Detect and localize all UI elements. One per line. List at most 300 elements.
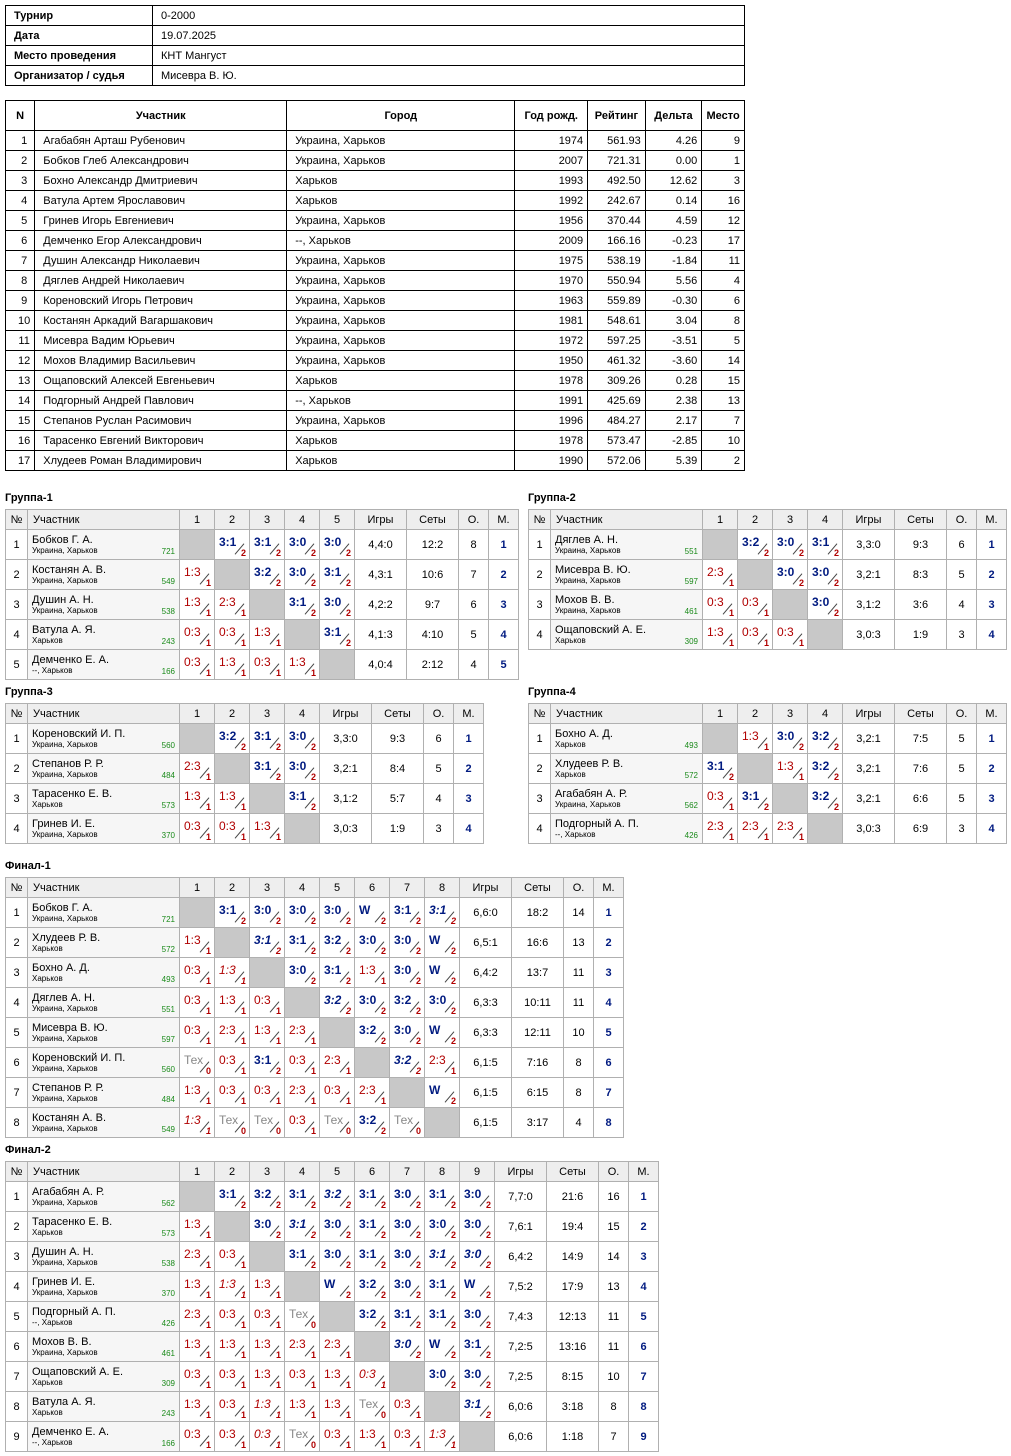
standings-row [6, 898, 624, 928]
match-score: 1:3 [254, 1277, 271, 1291]
match-points: 1 [205, 1290, 211, 1300]
match-points: 1 [728, 578, 734, 588]
group-header-row [529, 510, 1007, 530]
match-score: 3:0 [254, 1217, 272, 1231]
match-result-cell [180, 1078, 215, 1108]
participant-cell: Харьков [287, 371, 515, 391]
player-name: Демченко Е. А. [32, 1425, 110, 1438]
match-result-cell [215, 784, 250, 814]
match-points: 1 [205, 1410, 211, 1420]
row-number: 2 [6, 1212, 28, 1242]
standings-row [6, 1018, 624, 1048]
match-points: 1 [798, 772, 804, 782]
match-result-cell [285, 1078, 320, 1108]
participant-cell: 0.00 [645, 151, 701, 171]
header-opponent-num: 3 [250, 1162, 285, 1182]
match-score: 3:0 [812, 595, 830, 609]
header-place: М. [594, 878, 624, 898]
match-points: 2 [345, 916, 351, 926]
match-points: 2 [833, 548, 839, 558]
match-result-cell [320, 1302, 355, 1332]
player-city: Украина, Харьков [555, 799, 621, 809]
match-score: Тех [219, 1113, 239, 1127]
match-score: 0:3 [359, 1367, 376, 1381]
participant-cell: Украина, Харьков [287, 151, 515, 171]
games-total: 4,2:2 [355, 590, 407, 620]
player-city: Харьков [32, 1227, 63, 1237]
match-result-cell [215, 988, 250, 1018]
participant-cell: 1996 [515, 411, 588, 431]
participant-row [6, 271, 745, 291]
match-score: Тех [254, 1113, 274, 1127]
group-title: Группа-2 [528, 492, 576, 504]
sets-total: 18:2 [512, 898, 564, 928]
match-result-cell [215, 1422, 250, 1452]
points-total: 5 [459, 620, 489, 650]
match-points: 0 [275, 1126, 281, 1136]
player-rating: 309 [161, 1379, 175, 1388]
match-points: 1 [205, 608, 211, 618]
participant-cell: 12 [702, 211, 745, 231]
match-points: 1 [240, 1036, 246, 1046]
match-result-cell [250, 1078, 285, 1108]
match-score: 0:3 [742, 595, 759, 609]
match-result-cell [250, 1212, 285, 1242]
match-score: 1:3 [184, 1337, 201, 1351]
participant-cell: 5.56 [645, 271, 701, 291]
player-cell [28, 1108, 180, 1138]
participant-cell: 2 [702, 451, 745, 471]
match-result-cell [215, 650, 250, 680]
row-number: 2 [529, 560, 551, 590]
header-place: М. [977, 510, 1007, 530]
final-place: 3 [594, 958, 624, 988]
match-result-cell [320, 988, 355, 1018]
player-cell [28, 724, 180, 754]
match-result-cell [460, 1242, 495, 1272]
match-score: W [429, 1023, 441, 1037]
match-points: 1 [310, 1126, 316, 1136]
match-result-cell [285, 1108, 320, 1138]
player-name: Хлудеев Р. В. [555, 757, 624, 770]
participant-cell: -3.51 [645, 331, 701, 351]
match-points: 1 [240, 1380, 246, 1390]
match-result-cell [285, 1212, 320, 1242]
row-number: 2 [6, 754, 28, 784]
match-result-cell [285, 724, 320, 754]
match-result-cell [250, 620, 285, 650]
group-title: Финал-1 [5, 860, 51, 872]
match-points: 1 [205, 802, 211, 812]
player-cell [28, 754, 180, 784]
match-score: 0:3 [394, 1427, 411, 1441]
match-points: 1 [205, 1036, 211, 1046]
match-points: 1 [310, 668, 316, 678]
match-score: 3:0 [359, 933, 377, 947]
match-points: 2 [275, 916, 281, 926]
match-score: 0:3 [219, 1367, 236, 1381]
participant-cell: 5.39 [645, 451, 701, 471]
match-points: 2 [450, 976, 456, 986]
player-rating: 461 [684, 607, 698, 616]
match-points: 1 [205, 1096, 211, 1106]
participant-cell: 8 [702, 311, 745, 331]
match-points: 1 [275, 1290, 281, 1300]
match-points: 2 [275, 742, 281, 752]
participant-cell: 10 [702, 431, 745, 451]
match-score: 3:1 [254, 535, 272, 549]
points-total: 5 [424, 754, 454, 784]
match-score: 0:3 [219, 1397, 236, 1411]
match-points: 2 [380, 946, 386, 956]
match-score: 3:1 [359, 1187, 377, 1201]
player-rating: 551 [161, 1005, 175, 1014]
final-place: 2 [454, 754, 484, 784]
match-result-cell [320, 1078, 355, 1108]
player-city: Украина, Харьков [32, 1003, 98, 1013]
match-result-cell [285, 1242, 320, 1272]
match-score: 1:3 [254, 1367, 271, 1381]
standings-row [6, 754, 484, 784]
match-result-cell [215, 1332, 250, 1362]
participant-cell: Гринев Игорь Евгениевич [35, 211, 287, 231]
participant-cell: Харьков [287, 171, 515, 191]
final-place: 3 [977, 590, 1007, 620]
match-points: 2 [345, 638, 351, 648]
games-total: 6,5:1 [460, 928, 512, 958]
player-name: Подгорный А. П. [32, 1305, 116, 1318]
participant-cell: Хлудеев Роман Владимирович [35, 451, 287, 471]
match-score: Тех [184, 1053, 204, 1067]
final-place: 3 [454, 784, 484, 814]
match-score: Тех [289, 1307, 309, 1321]
match-score: 1:3 [742, 729, 759, 743]
standings-row [529, 530, 1007, 560]
match-points: 2 [833, 742, 839, 752]
match-result-cell [215, 1018, 250, 1048]
match-result-cell [355, 928, 390, 958]
match-points: 2 [345, 548, 351, 558]
match-points: 2 [833, 772, 839, 782]
match-score: 3:1 [324, 625, 342, 639]
match-result-cell [390, 1212, 425, 1242]
participant-cell: 7 [6, 251, 35, 271]
participant-cell: 1978 [515, 371, 588, 391]
match-result-cell [285, 928, 320, 958]
row-number: 3 [529, 590, 551, 620]
match-points: 2 [415, 1290, 421, 1300]
player-city: Украина, Харьков [555, 545, 621, 555]
match-points: 1 [310, 1410, 316, 1420]
match-points: 2 [415, 1260, 421, 1270]
participant-cell: 12 [6, 351, 35, 371]
match-score: 3:2 [812, 789, 830, 803]
player-cell [551, 620, 703, 650]
match-points: 1 [728, 832, 734, 842]
match-score: 0:3 [707, 789, 724, 803]
player-city: Харьков [32, 943, 63, 953]
participant-cell: 573.47 [588, 431, 646, 451]
player-rating: 573 [161, 1229, 175, 1238]
player-city: Украина, Харьков [32, 769, 98, 779]
games-total: 4,0:4 [355, 650, 407, 680]
final-place: 2 [977, 754, 1007, 784]
player-cell [28, 1182, 180, 1212]
match-score: 3:0 [289, 759, 307, 773]
match-points: 2 [798, 578, 804, 588]
row-number: 3 [6, 590, 28, 620]
sets-total: 12:2 [407, 530, 459, 560]
standings-row [6, 1182, 659, 1212]
match-score: 3:1 [254, 1053, 272, 1067]
match-result-cell [460, 1182, 495, 1212]
match-score: 2:3 [219, 595, 236, 609]
player-cell [28, 1078, 180, 1108]
group-header-row [6, 878, 624, 898]
match-score: 3:0 [394, 933, 412, 947]
participant-cell: 461.32 [588, 351, 646, 371]
header-opponent-num: 4 [285, 1162, 320, 1182]
match-score: 3:2 [394, 993, 412, 1007]
match-result-cell [425, 1242, 460, 1272]
match-points: 2 [310, 548, 316, 558]
match-points: 2 [798, 742, 804, 752]
player-city: Харьков [32, 973, 63, 983]
games-total: 3,2:1 [843, 784, 895, 814]
match-result-cell [703, 530, 738, 560]
participant-cell: Агабабян Арташ Рубенович [35, 131, 287, 151]
player-city: Украина, Харьков [555, 575, 621, 585]
match-result-cell [355, 1048, 390, 1078]
match-result-cell [320, 928, 355, 958]
match-points: 1 [380, 1380, 386, 1390]
match-result-cell [250, 1242, 285, 1272]
participant-cell: 2007 [515, 151, 588, 171]
participant-cell: 2.17 [645, 411, 701, 431]
participant-cell: 5 [702, 331, 745, 351]
match-points: 1 [240, 1066, 246, 1076]
player-city: Украина, Харьков [32, 1093, 98, 1103]
games-total: 3,3:0 [320, 724, 372, 754]
row-number: 4 [6, 1272, 28, 1302]
match-points: 2 [380, 1320, 386, 1330]
match-score: 1:3 [184, 1277, 201, 1291]
match-points: 1 [763, 638, 769, 648]
participant-cell: Харьков [287, 451, 515, 471]
match-score: 0:3 [219, 1307, 236, 1321]
points-total: 11 [599, 1332, 629, 1362]
match-result-cell [180, 784, 215, 814]
participant-cell: 550.94 [588, 271, 646, 291]
match-points: 1 [240, 1440, 246, 1450]
match-result-cell [250, 784, 285, 814]
header-opponent-num: 5 [320, 1162, 355, 1182]
match-points: 1 [275, 1440, 281, 1450]
header-participant: Участник [28, 510, 180, 530]
participant-cell: 561.93 [588, 131, 646, 151]
match-result-cell [390, 1048, 425, 1078]
participant-cell: 1950 [515, 351, 588, 371]
player-city: Украина, Харьков [32, 913, 98, 923]
match-result-cell [215, 560, 250, 590]
row-number: 1 [6, 898, 28, 928]
match-result-cell [285, 620, 320, 650]
match-points: 1 [728, 608, 734, 618]
match-score: 3:1 [219, 903, 237, 917]
match-points: 2 [415, 1066, 421, 1076]
player-name: Кореновский И. П. [32, 727, 126, 740]
player-name: Агабабян А. Р. [32, 1185, 105, 1198]
points-total: 5 [947, 724, 977, 754]
match-points: 1 [380, 976, 386, 986]
header-opponent-num: 3 [773, 510, 808, 530]
player-rating: 597 [161, 1035, 175, 1044]
match-result-cell [180, 590, 215, 620]
standings-row [529, 620, 1007, 650]
match-result-cell [180, 898, 215, 928]
header-opponent-num: 2 [215, 510, 250, 530]
player-cell [28, 1392, 180, 1422]
player-name: Мохов В. В. [32, 1335, 92, 1348]
points-total: 11 [564, 958, 594, 988]
participant-cell: 11 [702, 251, 745, 271]
match-score: 3:1 [394, 903, 412, 917]
match-result-cell [215, 1302, 250, 1332]
player-name: Мисевра В. Ю. [555, 563, 631, 576]
participant-cell: 16 [6, 431, 35, 451]
sets-total: 17:9 [547, 1272, 599, 1302]
final-place: 4 [629, 1272, 659, 1302]
match-score: 3:2 [324, 1187, 342, 1201]
match-points: 1 [205, 1126, 211, 1136]
match-score: 3:1 [812, 535, 830, 549]
row-number: 1 [6, 1182, 28, 1212]
match-score: 3:1 [254, 729, 272, 743]
match-result-cell [738, 560, 773, 590]
match-score: 3:0 [777, 729, 795, 743]
match-result-cell [773, 560, 808, 590]
player-name: Ощаповский А. Е. [32, 1365, 124, 1378]
match-score: 3:2 [324, 933, 342, 947]
row-number: 3 [6, 1242, 28, 1272]
match-points: 2 [310, 742, 316, 752]
player-rating: 493 [161, 975, 175, 984]
match-points: 1 [310, 1096, 316, 1106]
match-points: 1 [240, 638, 246, 648]
match-score: W [429, 963, 441, 977]
final-place: 2 [594, 928, 624, 958]
match-result-cell [390, 1302, 425, 1332]
match-score: 3:2 [219, 729, 237, 743]
group-table [528, 703, 1007, 844]
match-result-cell [180, 1212, 215, 1242]
match-score: 1:3 [254, 625, 271, 639]
player-cell [551, 754, 703, 784]
match-score: 1:3 [219, 655, 236, 669]
match-points: 2 [415, 1230, 421, 1240]
match-result-cell [320, 1182, 355, 1212]
points-total: 6 [424, 724, 454, 754]
player-name: Степанов Р. Р. [32, 1081, 104, 1094]
match-result-cell [320, 898, 355, 928]
sets-total: 7:16 [512, 1048, 564, 1078]
match-result-cell [425, 1212, 460, 1242]
header-num: № [6, 1162, 28, 1182]
match-points: 2 [345, 1290, 351, 1300]
participant-row [6, 131, 745, 151]
match-result-cell [320, 1242, 355, 1272]
header-games: Игры [843, 510, 895, 530]
header-games: Игры [495, 1162, 547, 1182]
match-result-cell [773, 620, 808, 650]
match-result-cell [250, 1048, 285, 1078]
match-points: 2 [345, 1260, 351, 1270]
player-cell [28, 590, 180, 620]
match-points: 1 [275, 1320, 281, 1330]
sets-total: 8:3 [895, 560, 947, 590]
match-result-cell [250, 814, 285, 844]
player-rating: 493 [684, 741, 698, 750]
match-result-cell [355, 1182, 390, 1212]
sets-total: 3:17 [512, 1108, 564, 1138]
header-opponent-num: 3 [250, 704, 285, 724]
match-score: 2:3 [359, 1083, 376, 1097]
participant-cell: Бобков Глеб Александрович [35, 151, 287, 171]
match-points: 2 [380, 1260, 386, 1270]
match-result-cell [425, 1048, 460, 1078]
player-rating: 426 [161, 1319, 175, 1328]
sets-total: 1:9 [372, 814, 424, 844]
match-score: 2:3 [707, 819, 724, 833]
match-result-cell [390, 928, 425, 958]
match-score: 1:3 [184, 1113, 201, 1127]
match-points: 2 [450, 916, 456, 926]
header-place: М. [454, 704, 484, 724]
participant-cell: 1991 [515, 391, 588, 411]
header-participant: Участник [28, 704, 180, 724]
header-participant: Участник [551, 510, 703, 530]
sets-total: 8:4 [372, 754, 424, 784]
match-result-cell [320, 530, 355, 560]
final-place: 5 [629, 1302, 659, 1332]
match-result-cell [180, 754, 215, 784]
match-result-cell [460, 1392, 495, 1422]
match-score: 3:1 [254, 933, 272, 947]
player-cell [28, 530, 180, 560]
match-points: 1 [275, 1096, 281, 1106]
match-score: 3:0 [394, 1023, 412, 1037]
match-result-cell [355, 1332, 390, 1362]
match-result-cell [460, 1332, 495, 1362]
match-points: 2 [763, 548, 769, 558]
match-score: Тех [359, 1397, 379, 1411]
standings-row [6, 1362, 659, 1392]
match-points: 2 [380, 1126, 386, 1136]
match-points: 2 [275, 548, 281, 558]
match-points: 1 [450, 1066, 456, 1076]
info-key: Турнир [6, 6, 153, 26]
match-result-cell [703, 590, 738, 620]
points-total: 13 [599, 1272, 629, 1302]
participant-row [6, 371, 745, 391]
player-name: Гринев И. Е. [32, 1275, 96, 1288]
standings-row [6, 988, 624, 1018]
match-score: 2:3 [219, 1023, 236, 1037]
participant-cell: Харьков [287, 431, 515, 451]
header-opponent-num: 3 [250, 878, 285, 898]
games-total: 3,1:2 [320, 784, 372, 814]
player-name: Агабабян А. Р. [555, 787, 628, 800]
